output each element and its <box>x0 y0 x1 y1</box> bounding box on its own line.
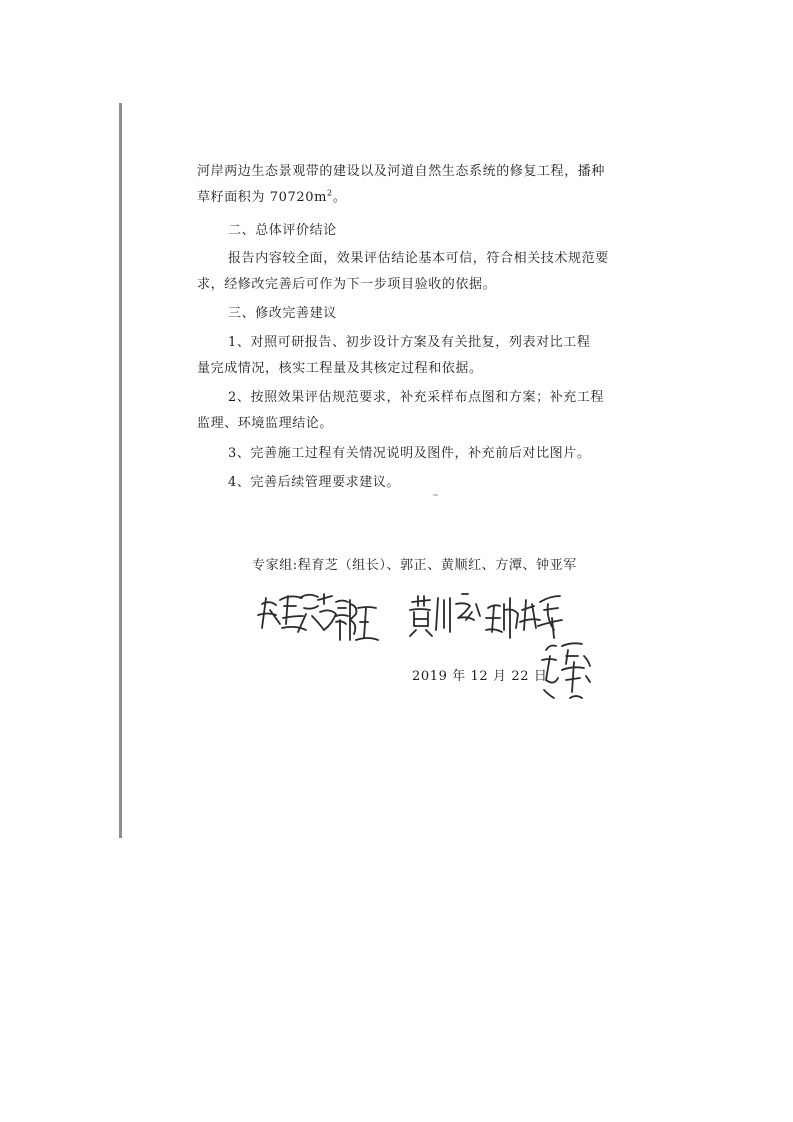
paragraph1-line2-end: 。 <box>332 190 347 205</box>
suggestion-2-line1: 2、按照效果评估规范要求，补充采样布点图和方案；补充工程 <box>228 390 605 405</box>
section2-body-line1: 报告内容较全面，效果评估结论基本可信，符合相关技术规范要 <box>228 251 609 266</box>
paragraph1-line2-text: 草籽面积为 70720m <box>197 190 328 205</box>
experts-line: 专家组:程育芝（组长）、郭正、黄顺红、方潭、钟亚军 <box>252 558 577 573</box>
paragraph1-line1: 河岸两边生态景观带的建设以及河道自然生态系统的修复工程，播种 <box>197 164 606 179</box>
suggestion-1-line2: 量完成情况，核实工程量及其核定过程和依据。 <box>197 361 483 376</box>
signature-huang-shunhong <box>410 594 480 636</box>
section3-heading: 三、修改完善建议 <box>228 306 337 321</box>
section2-heading: 二、总体评价结论 <box>228 223 337 238</box>
superscript-two: 2 <box>327 188 333 198</box>
suggestion-2-line2: 监理、环境监理结论。 <box>197 416 334 431</box>
signature-zhong-yajun <box>486 596 562 638</box>
suggestion-1-line1: 1、对照可研报告、初步设计方案及有关批复，列表对比工程 <box>228 335 591 350</box>
suggestion-4: 4、完善后续管理要求建议。 <box>228 475 401 490</box>
suggestion-3: 3、完善施工过程有关情况说明及图件，补充前后对比图片。 <box>228 446 591 461</box>
section2-body-line2: 求，经修改完善后可作为下一步项目验收的依据。 <box>197 277 497 292</box>
signature-fang-tan <box>542 643 590 698</box>
signing-date: 2019 年 12 月 22 日 <box>412 669 548 684</box>
signature-guo-zheng <box>336 600 378 640</box>
signature-cheng-yuzhi <box>258 594 346 632</box>
